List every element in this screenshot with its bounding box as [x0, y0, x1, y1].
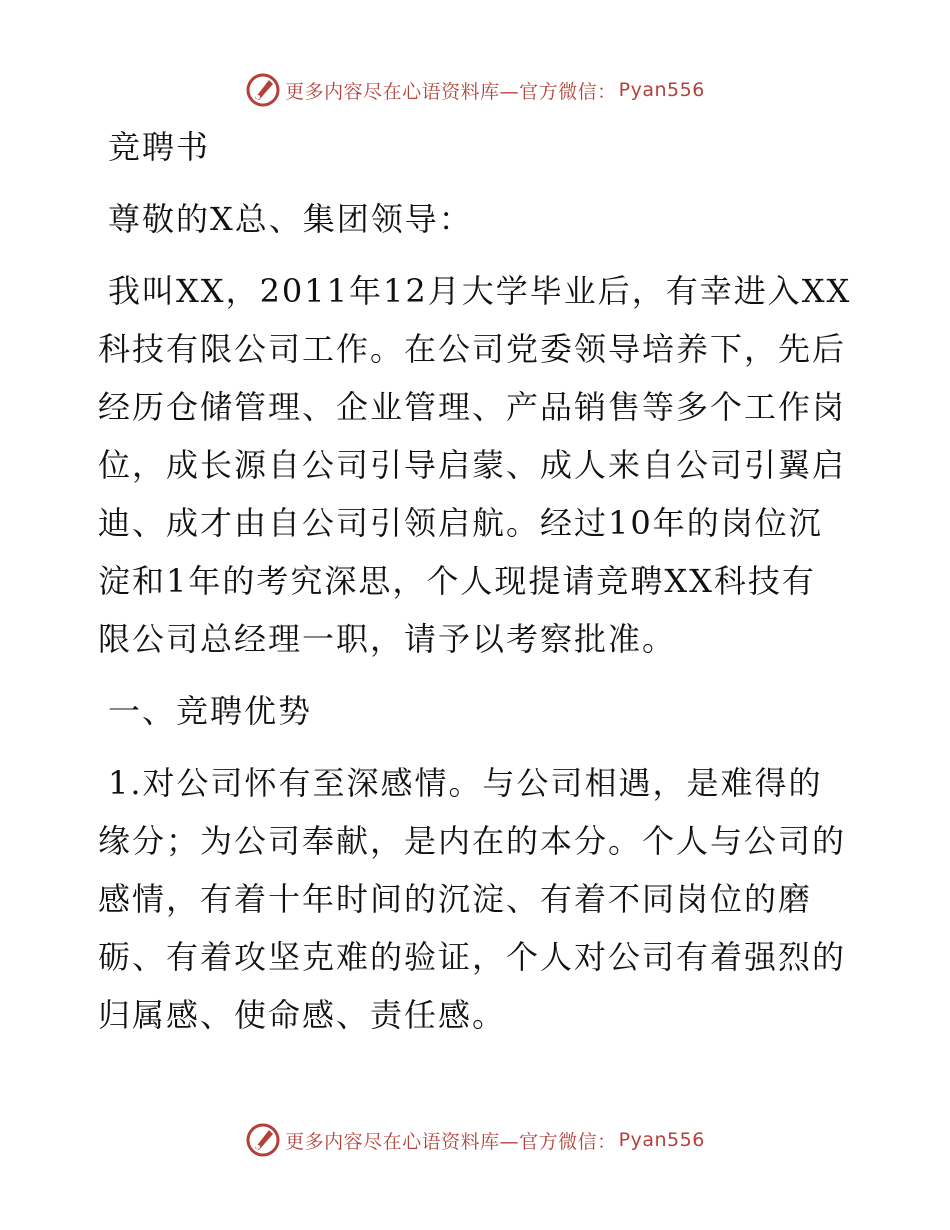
paragraph-line: 经历仓储管理、企业管理、产品销售等多个工作岗 [98, 388, 847, 426]
pen-nib-logo-icon [245, 72, 281, 108]
paragraph-line: 砺、有着攻坚克难的验证，个人对公司有着强烈的 [98, 938, 847, 976]
banner-text: 更多内容尽在心语资料库—官方微信： [285, 80, 617, 103]
paragraph-line: 我叫XX，2011年12月大学毕业后，有幸进入XX [108, 272, 852, 310]
banner-text: 更多内容尽在心语资料库—官方微信： [285, 1130, 617, 1153]
banner-wechat-id: Pyan556 [618, 1129, 705, 1151]
paragraph-line: 迪、成才由自公司引领启航。经过10年的岗位沉 [98, 504, 823, 542]
paragraph-line: 感情，有着十年时间的沉淀、有着不同岗位的磨 [98, 880, 813, 918]
paragraph-line: 限公司总经理一职，请予以考察批准。 [98, 620, 677, 658]
footer-banner [0, 1120, 950, 1160]
pen-nib-logo-icon [245, 1122, 281, 1158]
banner-wechat-id: Pyan556 [618, 79, 705, 101]
section-heading: 一、竞聘优势 [108, 692, 313, 730]
paragraph-line: 1.对公司怀有至深感情。与公司相遇，是难得的 [108, 764, 823, 802]
paragraph-line: 科技有限公司工作。在公司党委领导培养下，先后 [98, 330, 847, 368]
point-1-paragraph [98, 754, 858, 1044]
paragraph-line: 归属感、使命感、责任感。 [98, 996, 507, 1034]
intro-paragraph [98, 262, 858, 668]
document-title: 竞聘书 [108, 128, 211, 166]
document-body [98, 118, 858, 1044]
paragraph-line: 缘分；为公司奉献，是内在的本分。个人与公司的 [98, 822, 847, 860]
header-banner [0, 70, 950, 110]
paragraph-line: 淀和1年的考究深思，个人现提请竞聘XX科技有 [98, 562, 816, 600]
salutation: 尊敬的X总、集团领导： [108, 200, 473, 238]
paragraph-line: 位，成长源自公司引导启蒙、成人来自公司引翼启 [98, 446, 847, 484]
